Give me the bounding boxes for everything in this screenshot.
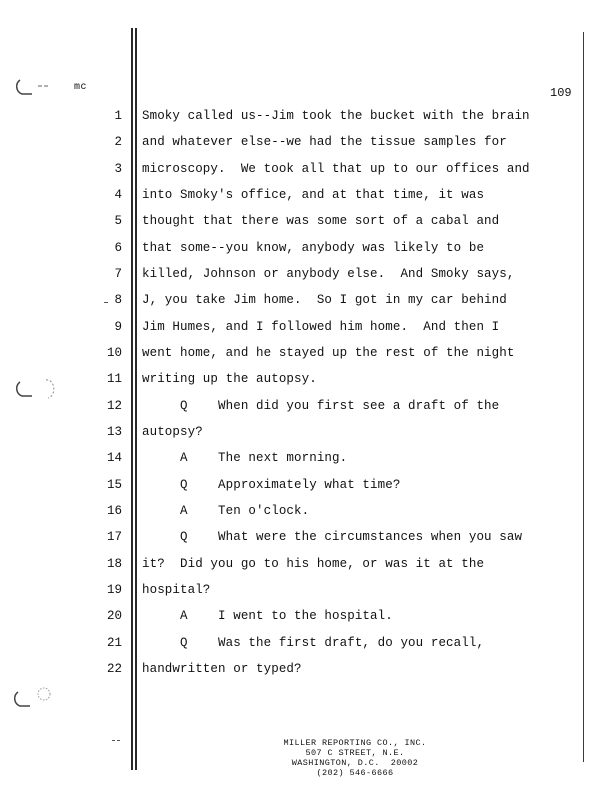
transcript-line: and whatever else--we had the tissue samples for (142, 135, 507, 149)
transcript-line: killed, Johnson or anybody else. And Smoky says, (142, 267, 515, 281)
footer-phone: (202) 546-6666 (316, 768, 394, 778)
footer-street: 507 C STREET, N.E. (305, 748, 405, 758)
reporter-footer (250, 738, 460, 778)
transcript-line: A The next morning. (142, 451, 348, 465)
line-number: 11 (106, 372, 122, 386)
transcript-line: thought that there was some sort of a cabal and (142, 214, 500, 228)
line-number: 18 (106, 557, 122, 571)
transcript-line: writing up the autopsy. (142, 372, 317, 386)
line-number: 17 (106, 530, 122, 544)
reporter-initials: mc (74, 82, 88, 93)
right-margin-rule (583, 32, 584, 762)
line-number: 21 (106, 636, 122, 650)
punch-hole-middle-icon (12, 374, 62, 406)
transcript-line: A Ten o'clock. (142, 504, 310, 518)
line-number: 22 (106, 662, 122, 676)
line-number: 7 (114, 267, 122, 281)
transcript-line: autopsy? (142, 425, 203, 439)
transcript-line: A I went to the hospital. (142, 609, 393, 623)
line-number: 1 (114, 109, 122, 123)
line-number: 12 (106, 399, 122, 413)
footer-city: WASHINGTON, D.C. 20002 (291, 758, 419, 768)
margin-tick (112, 740, 115, 741)
page-number: 109 (550, 86, 572, 100)
transcript-line: Q What were the circumstances when you saw (142, 530, 523, 544)
transcript-line: Q Was the first draft, do you recall, (142, 636, 485, 650)
transcript-line: microscopy. We took all that up to our offices and (142, 162, 530, 176)
line-number: 13 (106, 425, 122, 439)
line-number: 9 (114, 320, 122, 334)
transcript-line: J, you take Jim home. So I got in my car behind (142, 293, 507, 307)
punch-hole-top-icon (12, 76, 62, 98)
transcript-line: Q Approximately what time? (142, 478, 401, 492)
transcript-line: into Smoky's office, and at that time, it was (142, 188, 485, 202)
transcript-line: that some--you know, anybody was likely to be (142, 241, 485, 255)
line-number: 5 (114, 214, 122, 228)
transcript-line: it? Did you go to his home, or was it at the (142, 557, 485, 571)
line-number: 4 (114, 188, 122, 202)
transcript-line: handwritten or typed? (142, 662, 302, 676)
line-number: 15 (106, 478, 122, 492)
punch-hole-bottom-icon (10, 682, 60, 714)
transcript-line: hospital? (142, 583, 211, 597)
line-number: 19 (106, 583, 122, 597)
line-number: 14 (106, 451, 122, 465)
line-number: 6 (114, 241, 122, 255)
transcript-line: Q When did you first see a draft of the (142, 399, 500, 413)
line-number: 20 (106, 609, 122, 623)
left-margin-rule-inner (135, 28, 137, 770)
line-number: 3 (114, 162, 122, 176)
transcript-line: went home, and he stayed up the rest of the night (142, 346, 515, 360)
line-number: 16 (106, 504, 122, 518)
line-number: 10 (106, 346, 122, 360)
line-number: 2 (114, 135, 122, 149)
margin-tick (117, 740, 120, 741)
line-number: 8 (114, 293, 122, 307)
transcript-line: Jim Humes, and I followed him home. And then I (142, 320, 500, 334)
footer-company: MILLER REPORTING CO., INC. (283, 738, 427, 748)
transcript-line: Smoky called us--Jim took the bucket with the brain (142, 109, 530, 123)
left-margin-rule-outer (131, 28, 133, 770)
